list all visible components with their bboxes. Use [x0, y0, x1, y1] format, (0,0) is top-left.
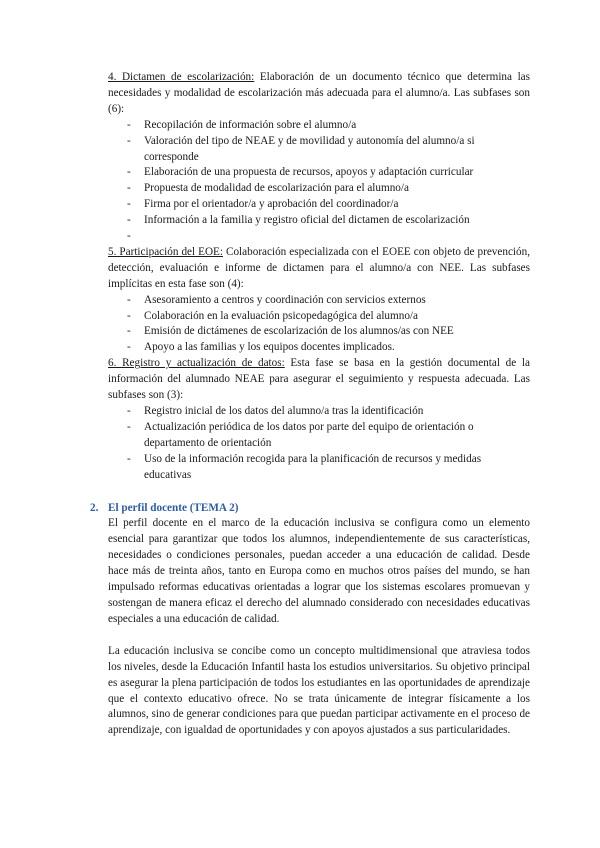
- list-item: - Apoyo a las familias y los equipos docentes implicados.: [108, 340, 530, 356]
- section-4-text: Elaboración de un documento técnico que determina las necesidades y modalidad de escolarización más adecuada para el alumno/a. Las subfases son (6):: [108, 71, 530, 115]
- list-item: - Colaboración en la evaluación psicopedagógica del alumno/a: [108, 309, 530, 325]
- list-item: - Información a la familia y registro oficial del dictamen de escolarización: [108, 213, 530, 229]
- document-page: [90, 70, 531, 739]
- section-5-text: Colaboración especializada con el EOEE con objeto de prevención, detección, evaluación e informe de dictamen para el alumno/a con NEE. Las subfases implícitas en esta fase son (4):: [108, 245, 530, 290]
- list-item: - Firma por el orientador/a y aprobación del coordinador/a: [108, 197, 530, 213]
- heading-number: 2.: [90, 501, 99, 514]
- body-paragraph: La educación inclusiva se concibe como un concepto multidimensional que atraviesa todos los niveles, desde la Educación Infantil hasta los estudios universitarios. Su objetivo principal es asegurar la plena participación de todos los estudiantes en las oportunidades de aprendizaje que el contexto educativo ofrece. No se trata únicamente de integrar físicamente a los alumnos, sino de generar condiciones para que puedan participar activamente en el proceso de aprendizaje, con igualdad de oportunidades y con apoyos ajustados a sus particularidades.: [108, 644, 530, 737]
- section-5-intro: [108, 245, 530, 293]
- list-item: - Elaboración de una propuesta de recursos, apoyos y adaptación curricular: [108, 165, 530, 181]
- section-4-title: 4. Dictamen de escolarización:: [108, 71, 255, 83]
- section-6-text: Esta fase se basa en la gestión documental de la información del alumnado NEAE para asegurar el seguimiento y respuesta adecuada. Las subfases son (3):: [108, 357, 531, 402]
- list-item: - Uso de la información recogida para la planificación de recursos y medidas educativas: [108, 452, 530, 484]
- paragraph-spacer: [108, 628, 530, 644]
- body-paragraph: El perfil docente en el marco de la educación inclusiva se configura como un elemento esencial para garantizar que todos los alumnos, independientemente de sus características, necesidades o condiciones personales, puedan acceder a una educación de calidad. Desde hace más de treinta años, tanto en Europa como en muchos otros países del mundo, se han impulsado reformas educativas orientadas a lograr que los sistemas escolares promuevan y sostengan de manera eficaz el derecho del alumnado considerado con necesidades educativas especiales a una educación de calidad.: [108, 517, 530, 625]
- section-5-list: [108, 293, 530, 357]
- list-item: - Propuesta de modalidad de escolarización para el alumno/a: [108, 181, 530, 197]
- list-item: - Asesoramiento a centros y coordinación con servicios externos: [108, 293, 530, 309]
- list-item: - Registro inicial de los datos del alumno/a tras la identificación: [108, 404, 530, 420]
- section-6-title: 6. Registro y actualización de datos:: [108, 357, 285, 370]
- section-4-intro: [108, 70, 530, 118]
- list-item: - Recopilación de información sobre el alumno/a: [108, 118, 530, 134]
- list-item-empty: [108, 229, 530, 245]
- section-heading: [90, 501, 530, 517]
- heading-title: El perfil docente (TEMA 2): [108, 501, 239, 514]
- list-item: - Actualización periódica de los datos por parte del equipo de orientación o departamento de orientación: [108, 420, 530, 452]
- section-4-list: [108, 118, 530, 245]
- section-6-intro: [108, 356, 530, 404]
- list-item: - Emisión de dictámenes de escolarización de los alumnos/as con NEE: [108, 324, 530, 340]
- section-6-list: [108, 404, 530, 484]
- section-5-title: 5. Participación del EOE:: [108, 245, 223, 258]
- list-item: - Valoración del tipo de NEAE y de movilidad y autonomía del alumno/a si corresponde: [108, 134, 530, 166]
